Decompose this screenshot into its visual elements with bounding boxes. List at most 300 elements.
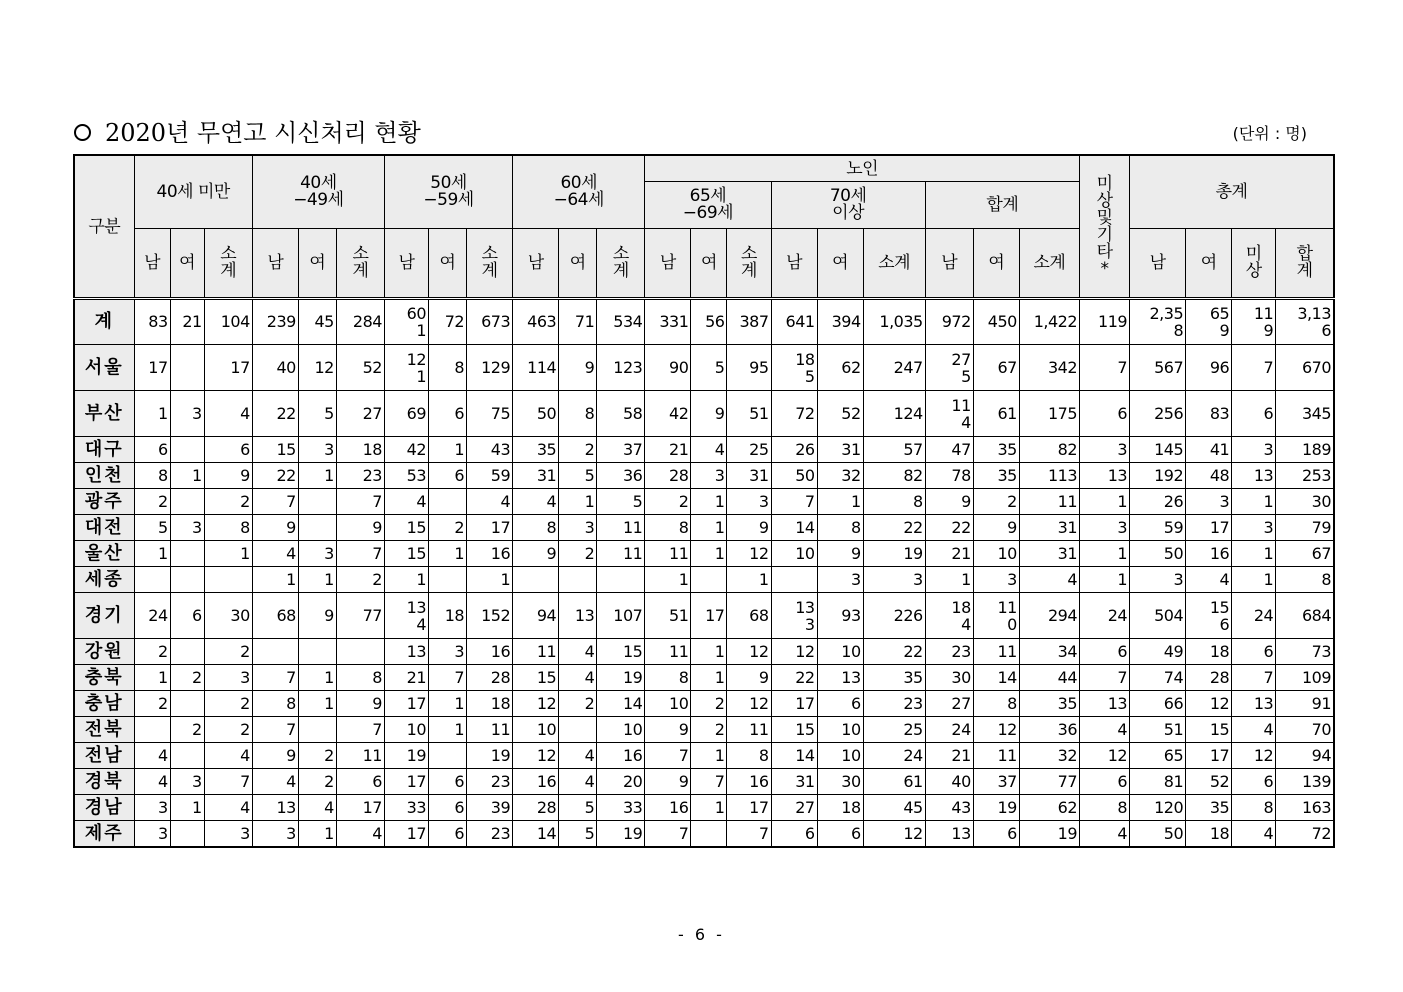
table-cell: 36	[1019, 717, 1079, 743]
table-cell: 17	[204, 345, 252, 391]
table-cell: 22	[771, 665, 817, 691]
table-cell: 4	[559, 743, 597, 769]
table-cell: 72	[771, 391, 817, 437]
table-cell: 35	[973, 437, 1019, 463]
table-cell: 2	[204, 717, 252, 743]
table-cell: 13 4	[384, 593, 428, 639]
table-cell: 77	[1019, 769, 1079, 795]
table-cell: 192	[1130, 463, 1186, 489]
table-cell: 1	[298, 691, 336, 717]
subheader-female: 여	[691, 229, 727, 299]
table-cell: 1	[727, 567, 771, 593]
row-region-label: 계	[74, 299, 134, 345]
table-cell: 2	[298, 769, 336, 795]
table-cell: 4	[691, 437, 727, 463]
table-cell: 12	[771, 639, 817, 665]
table-cell: 81	[1130, 769, 1186, 795]
table-cell: 18	[1186, 821, 1232, 848]
table-cell: 152	[467, 593, 513, 639]
table-cell: 19	[973, 795, 1019, 821]
table-cell: 9	[204, 463, 252, 489]
table-cell: 3	[1232, 437, 1276, 463]
table-cell: 17	[1186, 743, 1232, 769]
table-cell: 4	[559, 665, 597, 691]
table-cell: 49	[1130, 639, 1186, 665]
table-cell	[597, 567, 645, 593]
table-cell: 9	[513, 541, 559, 567]
table-cell: 6	[1232, 769, 1276, 795]
table-cell: 7	[1080, 345, 1130, 391]
table-cell: 9	[645, 717, 691, 743]
table-cell: 7	[336, 489, 384, 515]
table-cell: 59	[1130, 515, 1186, 541]
table-cell: 3	[252, 821, 298, 848]
table-cell: 95	[727, 345, 771, 391]
table-cell: 42	[645, 391, 691, 437]
table-cell: 14	[771, 743, 817, 769]
table-cell: 17	[727, 795, 771, 821]
page-number: - 6 -	[678, 925, 725, 944]
table-cell: 2,35 8	[1130, 299, 1186, 345]
table-cell: 2	[204, 691, 252, 717]
table-cell: 3	[134, 795, 170, 821]
table-cell: 5	[559, 821, 597, 848]
table-cell: 43	[925, 795, 973, 821]
table-cell: 18 5	[771, 345, 817, 391]
table-cell: 39	[467, 795, 513, 821]
table-cell: 31	[1019, 541, 1079, 567]
table-cell: 83	[134, 299, 170, 345]
table-cell: 3	[204, 821, 252, 848]
table-cell: 28	[467, 665, 513, 691]
table-cell: 8	[727, 743, 771, 769]
table-cell: 22	[863, 515, 925, 541]
table-cell: 189	[1276, 437, 1334, 463]
table-row	[74, 665, 1334, 691]
table-cell: 22	[925, 515, 973, 541]
table-cell: 17	[691, 593, 727, 639]
table-cell: 345	[1276, 391, 1334, 437]
table-cell: 24	[1232, 593, 1276, 639]
table-cell: 9	[727, 515, 771, 541]
table-cell: 972	[925, 299, 973, 345]
table-cell: 78	[925, 463, 973, 489]
table-cell: 3	[691, 463, 727, 489]
table-cell: 4	[384, 489, 428, 515]
table-cell: 31	[513, 463, 559, 489]
table-cell: 3	[134, 821, 170, 848]
table-cell	[134, 717, 170, 743]
table-cell: 91	[1276, 691, 1334, 717]
table-cell: 52	[336, 345, 384, 391]
table-cell: 21	[170, 299, 204, 345]
subheader-female: 여	[298, 229, 336, 299]
table-cell: 94	[1276, 743, 1334, 769]
table-cell: 32	[817, 463, 863, 489]
table-cell: 6	[429, 795, 467, 821]
table-cell: 45	[863, 795, 925, 821]
table-cell: 342	[1019, 345, 1079, 391]
table-cell: 25	[863, 717, 925, 743]
table-cell: 6	[429, 391, 467, 437]
table-cell: 8	[204, 515, 252, 541]
table-cell: 12	[727, 639, 771, 665]
table-cell	[298, 717, 336, 743]
row-region-label: 강원	[74, 639, 134, 665]
table-cell	[170, 567, 204, 593]
row-region-label: 서울	[74, 345, 134, 391]
table-cell: 11 9	[1232, 299, 1276, 345]
table-cell: 36	[597, 463, 645, 489]
table-cell: 3	[1130, 567, 1186, 593]
table-cell: 4	[134, 769, 170, 795]
row-region-label: 경남	[74, 795, 134, 821]
table-cell: 12	[1232, 743, 1276, 769]
subheader-female: 여	[973, 229, 1019, 299]
row-region-label: 전남	[74, 743, 134, 769]
table-cell: 17	[384, 691, 428, 717]
table-cell: 22	[863, 639, 925, 665]
table-cell: 22	[252, 463, 298, 489]
table-cell: 11	[973, 743, 1019, 769]
table-cell: 4	[559, 639, 597, 665]
table-row	[74, 515, 1334, 541]
table-cell: 12	[973, 717, 1019, 743]
table-cell	[170, 489, 204, 515]
table-cell: 52	[1186, 769, 1232, 795]
table-cell: 7	[691, 769, 727, 795]
table-cell: 51	[1130, 717, 1186, 743]
table-cell: 6	[336, 769, 384, 795]
table-cell: 13	[1080, 691, 1130, 717]
unit-note: (단위 : 명)	[1232, 124, 1307, 143]
table-cell: 20	[597, 769, 645, 795]
table-cell: 2	[170, 665, 204, 691]
table-cell: 10	[513, 717, 559, 743]
table-cell: 40	[252, 345, 298, 391]
table-cell: 7	[252, 717, 298, 743]
table-row	[74, 391, 1334, 437]
table-cell: 27 5	[925, 345, 973, 391]
table-cell: 6	[1232, 391, 1276, 437]
table-cell: 1	[134, 391, 170, 437]
table-cell: 30	[925, 665, 973, 691]
table-cell: 35	[513, 437, 559, 463]
table-cell	[429, 743, 467, 769]
table-cell: 50	[1130, 821, 1186, 848]
table-cell	[298, 489, 336, 515]
table-cell: 1	[1232, 489, 1276, 515]
table-cell: 6	[429, 769, 467, 795]
table-cell: 35	[863, 665, 925, 691]
table-cell: 394	[817, 299, 863, 345]
table-cell: 2	[204, 639, 252, 665]
table-cell: 67	[1276, 541, 1334, 567]
table-cell: 6	[204, 437, 252, 463]
table-cell: 18 4	[925, 593, 973, 639]
table-cell: 21	[925, 541, 973, 567]
table-cell: 123	[597, 345, 645, 391]
table-cell: 450	[973, 299, 1019, 345]
table-cell: 4	[298, 795, 336, 821]
table-cell: 11 0	[973, 593, 1019, 639]
table-cell: 107	[597, 593, 645, 639]
table-cell: 13	[1080, 463, 1130, 489]
table-cell: 16	[597, 743, 645, 769]
table-cell: 331	[645, 299, 691, 345]
table-cell: 3	[863, 567, 925, 593]
row-region-label: 울산	[74, 541, 134, 567]
table-cell: 26	[1130, 489, 1186, 515]
table-cell: 10	[973, 541, 1019, 567]
table-cell: 5	[691, 345, 727, 391]
table-cell: 50	[771, 463, 817, 489]
table-cell: 19	[1019, 821, 1079, 848]
table-cell: 8	[429, 345, 467, 391]
row-region-label: 대전	[74, 515, 134, 541]
table-row	[74, 541, 1334, 567]
table-cell: 15	[1186, 717, 1232, 743]
table-cell: 4	[204, 391, 252, 437]
table-cell: 1	[429, 437, 467, 463]
table-cell: 12 1	[384, 345, 428, 391]
table-cell: 463	[513, 299, 559, 345]
table-cell: 8	[645, 515, 691, 541]
table-cell: 15	[513, 665, 559, 691]
table-cell: 3	[1080, 515, 1130, 541]
table-cell: 1	[691, 639, 727, 665]
row-region-label: 제주	[74, 821, 134, 848]
table-cell: 15 6	[1186, 593, 1232, 639]
table-cell	[252, 639, 298, 665]
table-cell: 13	[384, 639, 428, 665]
table-cell: 4	[559, 769, 597, 795]
table-cell: 13	[1232, 463, 1276, 489]
table-cell	[170, 743, 204, 769]
table-cell: 19	[384, 743, 428, 769]
table-cell: 24	[134, 593, 170, 639]
table-cell	[336, 639, 384, 665]
table-cell: 31	[771, 769, 817, 795]
row-region-label: 대구	[74, 437, 134, 463]
table-cell: 2	[204, 489, 252, 515]
table-cell: 83	[1186, 391, 1232, 437]
header-age-60-64: 60세 −64세	[513, 155, 645, 229]
table-cell: 7	[252, 665, 298, 691]
table-cell: 12	[1186, 691, 1232, 717]
header-region: 구분	[74, 155, 134, 299]
table-cell: 8	[336, 665, 384, 691]
table-row	[74, 567, 1334, 593]
header-age-50-59: 50세 −59세	[384, 155, 512, 229]
table-cell: 4	[513, 489, 559, 515]
table-cell: 14	[597, 691, 645, 717]
table-cell: 4	[467, 489, 513, 515]
table-cell: 4	[1080, 821, 1130, 848]
table-cell: 7	[336, 541, 384, 567]
table-cell: 17	[134, 345, 170, 391]
table-cell: 23	[336, 463, 384, 489]
subheader-female: 여	[817, 229, 863, 299]
subheader-subtotal: 소 계	[336, 229, 384, 299]
table-cell: 4	[1080, 717, 1130, 743]
table-cell: 56	[691, 299, 727, 345]
table-cell: 9	[336, 515, 384, 541]
table-cell: 23	[467, 769, 513, 795]
table-cell: 120	[1130, 795, 1186, 821]
table-cell: 17	[336, 795, 384, 821]
table-cell: 15	[384, 515, 428, 541]
table-cell: 5	[298, 391, 336, 437]
table-cell: 2	[134, 489, 170, 515]
subheader-subtotal: 소 계	[467, 229, 513, 299]
table-cell: 17	[771, 691, 817, 717]
table-cell: 6	[429, 463, 467, 489]
table-cell: 284	[336, 299, 384, 345]
table-cell: 12	[727, 541, 771, 567]
row-region-label: 부산	[74, 391, 134, 437]
table-cell	[559, 567, 597, 593]
table-cell: 10	[817, 639, 863, 665]
row-region-label: 세종	[74, 567, 134, 593]
table-cell: 31	[817, 437, 863, 463]
table-cell: 139	[1276, 769, 1334, 795]
table-cell: 11	[597, 541, 645, 567]
row-region-label: 전북	[74, 717, 134, 743]
header-age-65-69: 65세 −69세	[645, 182, 771, 229]
header-under-40: 40세 미만	[134, 155, 252, 229]
table-cell: 2	[973, 489, 1019, 515]
table-cell: 7	[204, 769, 252, 795]
table-cell: 1	[298, 821, 336, 848]
table-cell: 50	[1130, 541, 1186, 567]
header-age-40-49: 40세 −49세	[252, 155, 384, 229]
table-cell: 26	[771, 437, 817, 463]
subheader-subtotal: 소계	[863, 229, 925, 299]
row-region-label: 충북	[74, 665, 134, 691]
table-cell: 72	[1276, 821, 1334, 848]
table-cell: 3	[1232, 515, 1276, 541]
table-cell: 27	[336, 391, 384, 437]
table-cell: 1	[1232, 567, 1276, 593]
table-cell: 1	[691, 743, 727, 769]
table-cell: 7	[645, 821, 691, 848]
table-cell: 35	[1186, 795, 1232, 821]
table-cell: 42	[384, 437, 428, 463]
table-cell: 1	[1080, 541, 1130, 567]
table-cell: 5	[134, 515, 170, 541]
table-cell: 17	[384, 821, 428, 848]
table-cell: 14	[513, 821, 559, 848]
table-cell: 65 9	[1186, 299, 1232, 345]
table-cell: 1	[691, 489, 727, 515]
table-cell: 2	[691, 691, 727, 717]
subheader-male: 남	[384, 229, 428, 299]
table-cell: 22	[252, 391, 298, 437]
table-row	[74, 691, 1334, 717]
subheader-subtotal: 소 계	[204, 229, 252, 299]
table-cell: 11	[336, 743, 384, 769]
table-cell: 1	[645, 567, 691, 593]
table-cell	[170, 691, 204, 717]
table-cell: 17	[1186, 515, 1232, 541]
table-cell: 1	[170, 795, 204, 821]
subheader-female: 여	[429, 229, 467, 299]
table-cell: 247	[863, 345, 925, 391]
row-region-label: 경기	[74, 593, 134, 639]
table-cell: 3	[559, 515, 597, 541]
table-cell: 30	[204, 593, 252, 639]
table-cell	[170, 437, 204, 463]
table-cell: 90	[645, 345, 691, 391]
table-cell: 66	[1130, 691, 1186, 717]
table-cell: 16	[467, 639, 513, 665]
table-cell: 1,035	[863, 299, 925, 345]
page-title	[74, 113, 421, 148]
table-cell: 12	[513, 743, 559, 769]
table-cell: 8	[817, 515, 863, 541]
table-cell: 1	[298, 463, 336, 489]
table-cell	[429, 489, 467, 515]
table-cell: 19	[863, 541, 925, 567]
table-cell: 9	[559, 345, 597, 391]
table-cell	[170, 541, 204, 567]
table-cell: 5	[559, 463, 597, 489]
table-cell: 59	[467, 463, 513, 489]
table-cell: 51	[727, 391, 771, 437]
table-row	[74, 489, 1334, 515]
table-cell: 16	[513, 769, 559, 795]
table-cell: 4	[204, 795, 252, 821]
table-cell: 9	[298, 593, 336, 639]
table-cell: 3	[817, 567, 863, 593]
table-cell: 47	[925, 437, 973, 463]
table-cell: 1	[691, 541, 727, 567]
subheader-female: 여	[559, 229, 597, 299]
table-row	[74, 769, 1334, 795]
table-row	[74, 717, 1334, 743]
table-row	[74, 743, 1334, 769]
table-cell: 7	[645, 743, 691, 769]
table-cell: 4	[252, 769, 298, 795]
table-cell: 1	[691, 515, 727, 541]
table-cell: 35	[1019, 691, 1079, 717]
table-cell: 6	[134, 437, 170, 463]
table-cell: 5	[597, 489, 645, 515]
table-cell: 28	[1186, 665, 1232, 691]
table-cell: 9	[727, 665, 771, 691]
table-cell: 43	[467, 437, 513, 463]
subheader-male: 남	[134, 229, 170, 299]
table-cell: 2	[134, 691, 170, 717]
subheader-unknown-sex: 미 상	[1232, 229, 1276, 299]
table-cell: 37	[597, 437, 645, 463]
table-cell: 1	[1080, 489, 1130, 515]
table-cell: 8	[1276, 567, 1334, 593]
table-cell	[170, 639, 204, 665]
table-cell: 11	[513, 639, 559, 665]
table-cell: 387	[727, 299, 771, 345]
table-cell: 124	[863, 391, 925, 437]
table-cell: 1	[467, 567, 513, 593]
table-cell: 6	[817, 821, 863, 848]
table-cell: 15	[771, 717, 817, 743]
table-cell: 16	[467, 541, 513, 567]
table-cell: 13	[925, 821, 973, 848]
table-cell: 1	[1080, 567, 1130, 593]
table-cell: 1	[429, 691, 467, 717]
table-cell: 52	[817, 391, 863, 437]
